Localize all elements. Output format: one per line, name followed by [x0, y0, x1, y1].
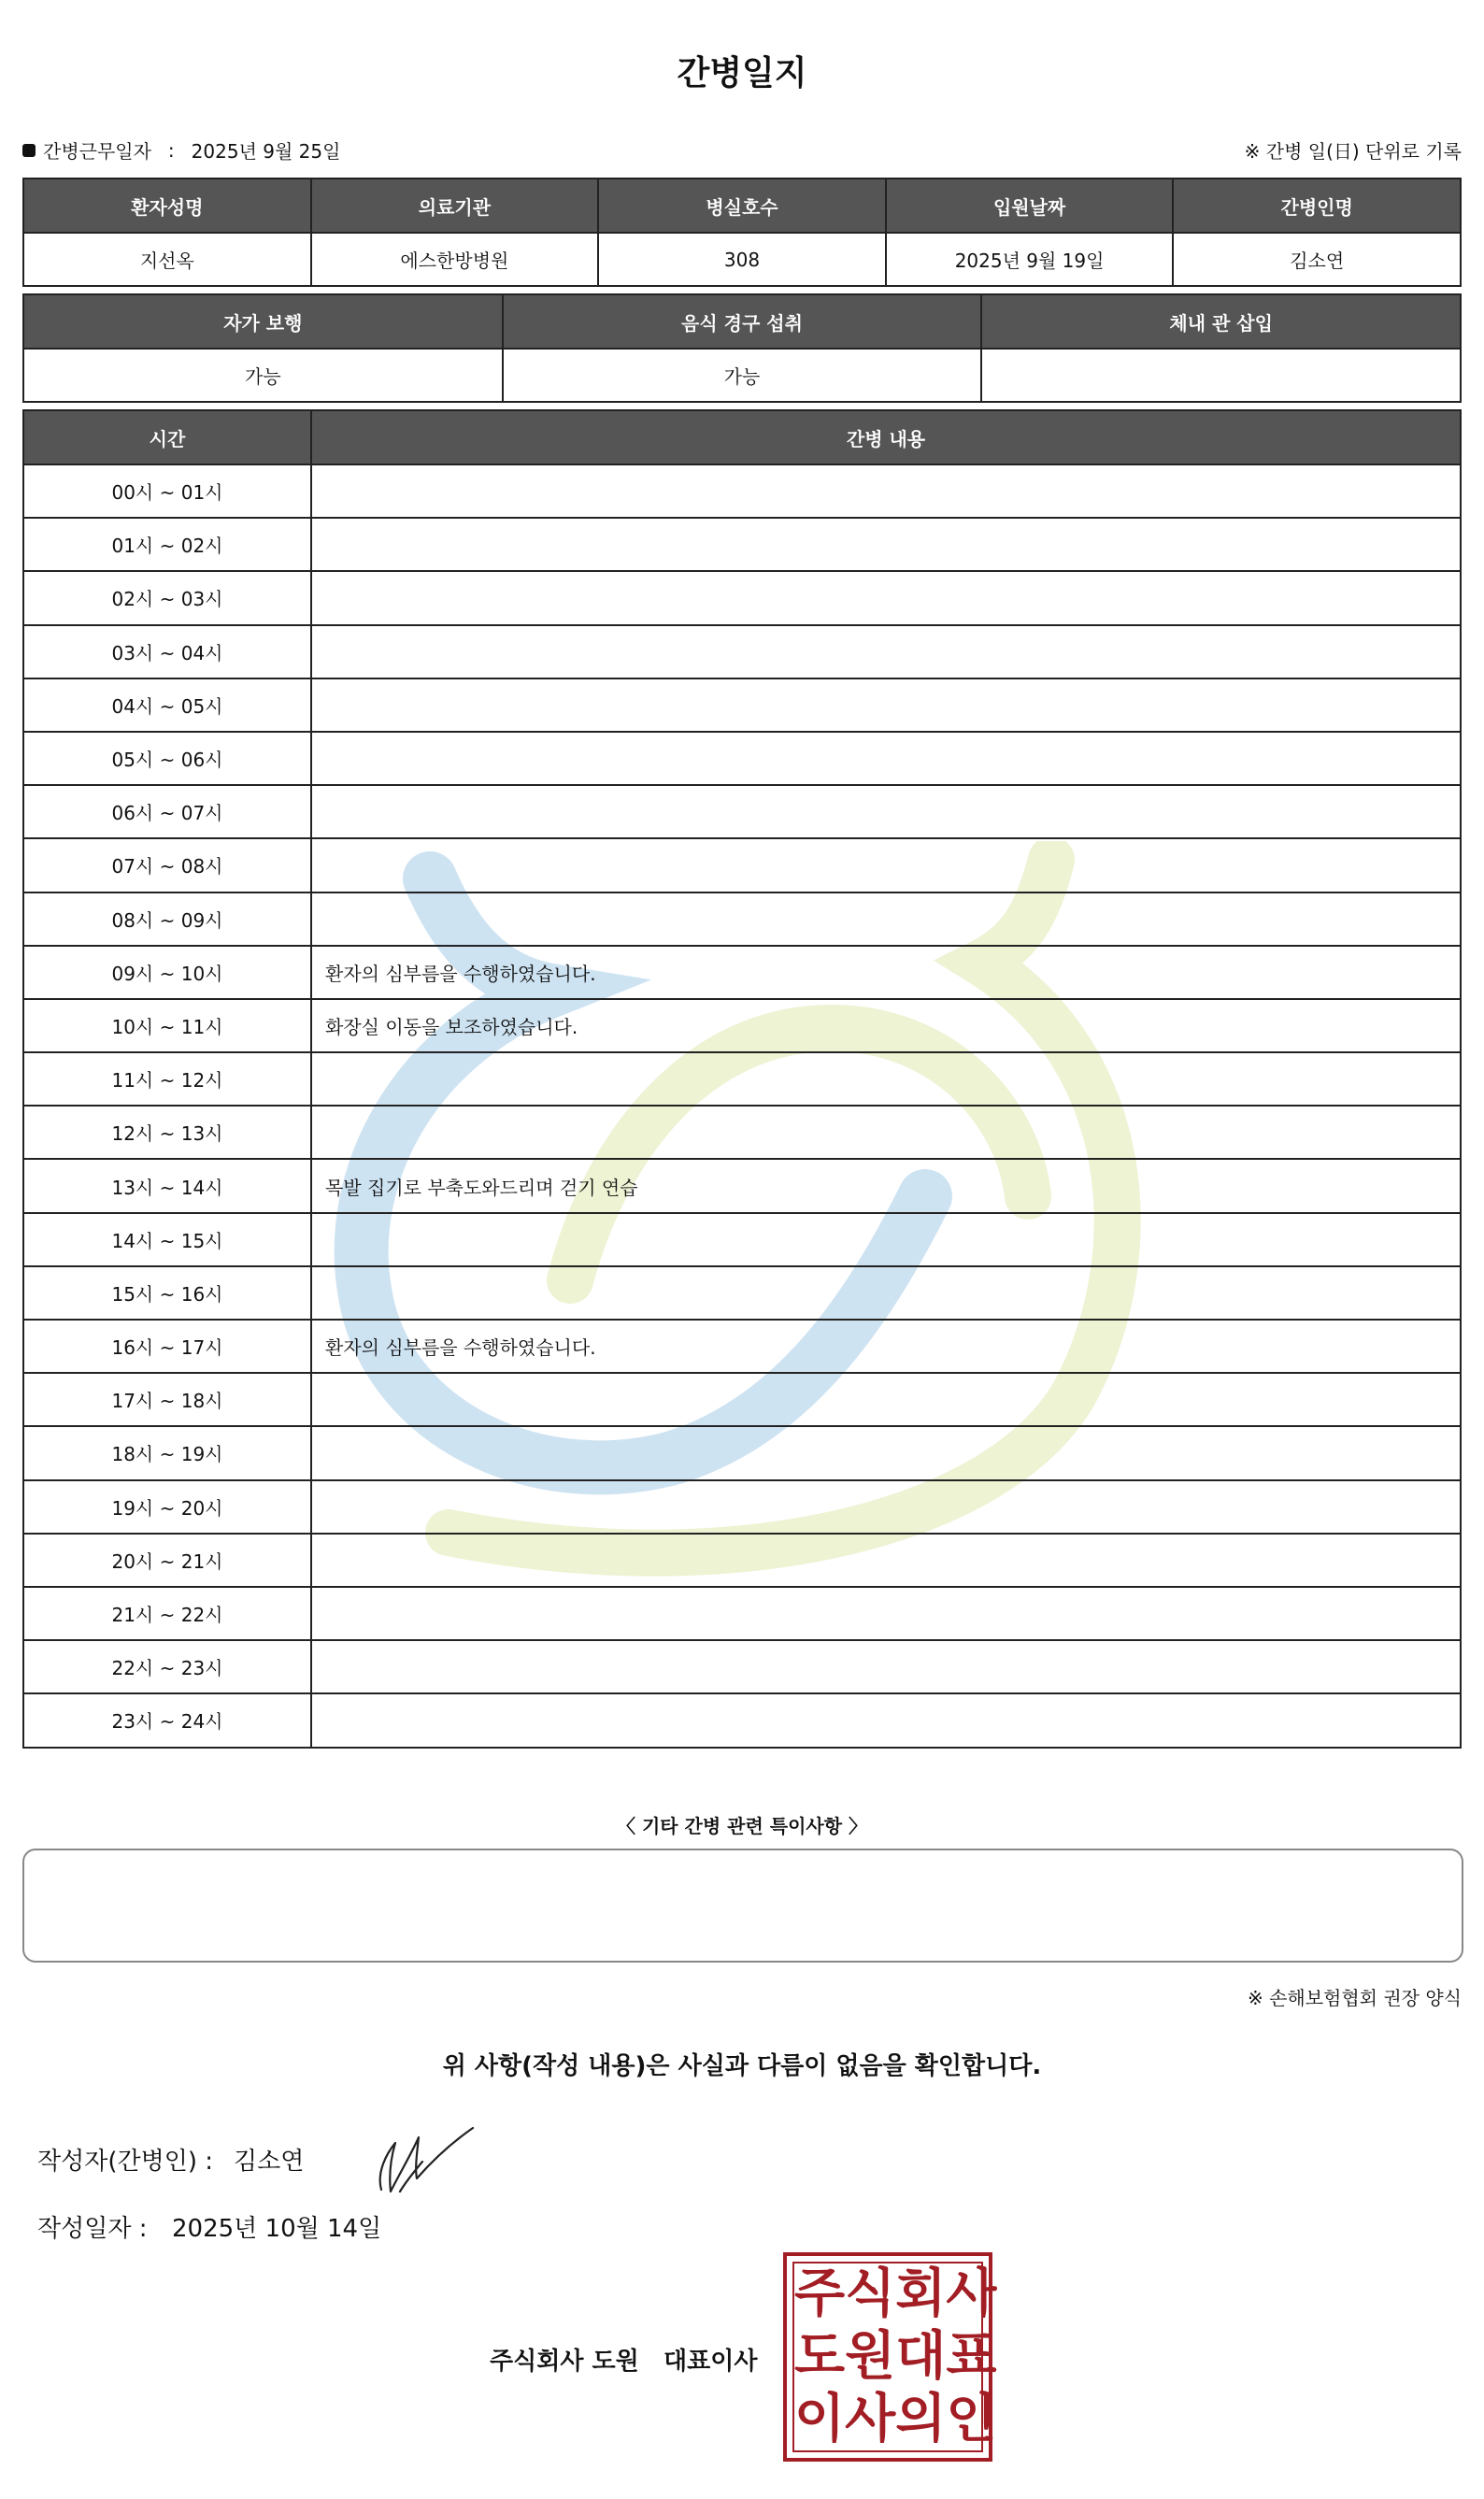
care-content: [311, 1052, 1461, 1106]
time-slot: 23시 ~ 24시: [23, 1693, 311, 1747]
seal-char: 의: [895, 2388, 947, 2449]
document-title: 간병일지: [677, 54, 807, 93]
time-slot: 11시 ~ 12시: [23, 1052, 311, 1106]
time-slot: 10시 ~ 11시: [23, 999, 311, 1052]
time-slot: 16시 ~ 17시: [23, 1320, 311, 1373]
seal-char: 도: [794, 2325, 846, 2387]
care-content: 화장실 이동을 보조하였습니다.: [311, 999, 1461, 1052]
care-content: [311, 1480, 1461, 1534]
care-content: [311, 892, 1461, 946]
table-row: [23, 1052, 1461, 1106]
time-slot: 22시 ~ 23시: [23, 1640, 311, 1693]
time-slot: 09시 ~ 10시: [23, 946, 311, 999]
table-row: [23, 1213, 1461, 1266]
seal-char: 이: [794, 2388, 846, 2449]
seal-char: 대: [895, 2325, 947, 2387]
patient-name: 지선옥: [23, 233, 311, 286]
written-date: 2025년 10월 14일: [172, 2215, 382, 2243]
table-row: [23, 625, 1461, 678]
work-date-separator: :: [167, 138, 175, 162]
time-slot: 17시 ~ 18시: [23, 1373, 311, 1426]
care-content: [311, 571, 1461, 624]
time-slot: 19시 ~ 20시: [23, 1480, 311, 1534]
time-slot: 08시 ~ 09시: [23, 892, 311, 946]
table-row: [23, 1159, 1461, 1212]
writer-row: [37, 2142, 304, 2177]
seal-char: 인: [946, 2388, 997, 2449]
table-row: [23, 838, 1461, 892]
header-caregiver-name: 간병인명: [1173, 178, 1461, 233]
caregiver-name: 김소연: [1173, 233, 1461, 286]
work-date-value: 2025년 9월 25일: [191, 140, 341, 163]
care-content: [311, 732, 1461, 785]
header-admission-date: 입원날짜: [886, 178, 1174, 233]
seal-characters: [794, 2263, 997, 2450]
seal-char: 회: [895, 2263, 947, 2325]
company-name: 주식회사 도원: [490, 2348, 639, 2376]
table-row: [23, 1587, 1461, 1640]
writer-label: 작성자(간병인) :: [37, 2148, 214, 2176]
care-content: [311, 464, 1461, 518]
care-content: [311, 1106, 1461, 1159]
header-self-walking: 자가 보행: [23, 294, 503, 349]
seal-char: 원: [845, 2325, 896, 2387]
work-date-row: [22, 136, 340, 164]
time-slot: 01시 ~ 02시: [23, 518, 311, 571]
header-oral-intake: 음식 경구 섭취: [503, 294, 982, 349]
table-row: [23, 1266, 1461, 1320]
table-row: [23, 732, 1461, 785]
care-content: [311, 1587, 1461, 1640]
care-content: [311, 678, 1461, 732]
notes-heading: 〈 기타 간병 관련 특이사항 〉: [616, 1815, 867, 1837]
care-log-table: [22, 409, 1462, 1749]
care-content: [311, 625, 1461, 678]
time-slot: 20시 ~ 21시: [23, 1534, 311, 1587]
care-log-header: [23, 410, 1461, 464]
form-source-note: ※ 손해보험협회 권장 양식: [1247, 1987, 1462, 2009]
care-content: [311, 1534, 1461, 1587]
care-content: [311, 838, 1461, 892]
table-row: [23, 1693, 1461, 1747]
oral-intake-value: 가능: [503, 349, 982, 402]
care-content: [311, 1266, 1461, 1320]
tube-insertion-value: [981, 349, 1461, 402]
care-log-body: [23, 464, 1461, 1748]
status-table-row: [23, 349, 1461, 402]
room-number: 308: [598, 233, 886, 286]
time-slot: 06시 ~ 07시: [23, 785, 311, 838]
time-slot: 15시 ~ 16시: [23, 1266, 311, 1320]
time-slot: 05시 ~ 06시: [23, 732, 311, 785]
status-table-header: [23, 294, 1461, 349]
institution: 에스한방병원: [311, 233, 599, 286]
table-row: [23, 571, 1461, 624]
care-content: [311, 1426, 1461, 1479]
written-date-label: 작성일자 :: [37, 2215, 148, 2243]
time-slot: 04시 ~ 05시: [23, 678, 311, 732]
time-slot: 13시 ~ 14시: [23, 1159, 311, 1212]
table-row: [23, 1480, 1461, 1534]
table-row: [23, 892, 1461, 946]
table-row: [23, 1106, 1461, 1159]
care-content: [311, 1373, 1461, 1426]
care-content: 환자의 심부름을 수행하였습니다.: [311, 1320, 1461, 1373]
table-row: [23, 785, 1461, 838]
confirmation-statement: 위 사항(작성 내용)은 사실과 다름이 없음을 확인합니다.: [442, 2052, 1042, 2080]
header-institution: 의료기관: [311, 178, 599, 233]
company-seal: [783, 2252, 997, 2462]
care-content: [311, 1693, 1461, 1747]
writer-name: 김소연: [234, 2148, 305, 2176]
table-row: [23, 1426, 1461, 1479]
patient-table-row: [23, 233, 1461, 286]
table-row: [23, 1320, 1461, 1373]
time-slot: 00시 ~ 01시: [23, 464, 311, 518]
time-slot: 02시 ~ 03시: [23, 571, 311, 624]
seal-char: 주: [794, 2263, 846, 2325]
handwritten-signature: [363, 2117, 484, 2201]
header-tube-insertion: 체내 관 삽입: [981, 294, 1461, 349]
time-slot: 07시 ~ 08시: [23, 838, 311, 892]
seal-char: 식: [845, 2263, 896, 2325]
seal-char: 표: [946, 2325, 997, 2387]
status-table: [22, 293, 1462, 403]
time-slot: 14시 ~ 15시: [23, 1213, 311, 1266]
time-slot: 18시 ~ 19시: [23, 1426, 311, 1479]
seal-char: 사: [845, 2388, 896, 2449]
work-date-label: 간병근무일자: [43, 140, 151, 163]
care-content: 목발 집기로 부축도와드리며 걷기 연습: [311, 1159, 1461, 1212]
notes-box: [22, 1849, 1463, 1963]
written-date-row: [37, 2209, 381, 2244]
header-room-number: 병실호수: [598, 178, 886, 233]
table-row: [23, 1534, 1461, 1587]
time-slot: 03시 ~ 04시: [23, 625, 311, 678]
care-content: [311, 785, 1461, 838]
bullet-icon: [22, 144, 36, 157]
care-content: [311, 1213, 1461, 1266]
admission-date: 2025년 9월 19일: [886, 233, 1174, 286]
table-row: [23, 946, 1461, 999]
patient-table: [22, 178, 1462, 287]
care-content: [311, 518, 1461, 571]
header-time: 시간: [23, 410, 311, 464]
time-slot: 12시 ~ 13시: [23, 1106, 311, 1159]
self-walking-value: 가능: [23, 349, 503, 402]
table-row: [23, 678, 1461, 732]
header-care-content: 간병 내용: [311, 410, 1461, 464]
table-row: [23, 1373, 1461, 1426]
ceo-title: 대표이사: [664, 2348, 758, 2376]
header-patient-name: 환자성명: [23, 178, 311, 233]
unit-note: ※ 간병 일(日) 단위로 기록: [1244, 140, 1462, 163]
care-content: 환자의 심부름을 수행하였습니다.: [311, 946, 1461, 999]
table-row: [23, 518, 1461, 571]
time-slot: 21시 ~ 22시: [23, 1587, 311, 1640]
table-row: [23, 1640, 1461, 1693]
seal-char: 사: [946, 2263, 997, 2325]
table-row: [23, 464, 1461, 518]
patient-table-header: [23, 178, 1461, 233]
care-content: [311, 1640, 1461, 1693]
table-row: [23, 999, 1461, 1052]
